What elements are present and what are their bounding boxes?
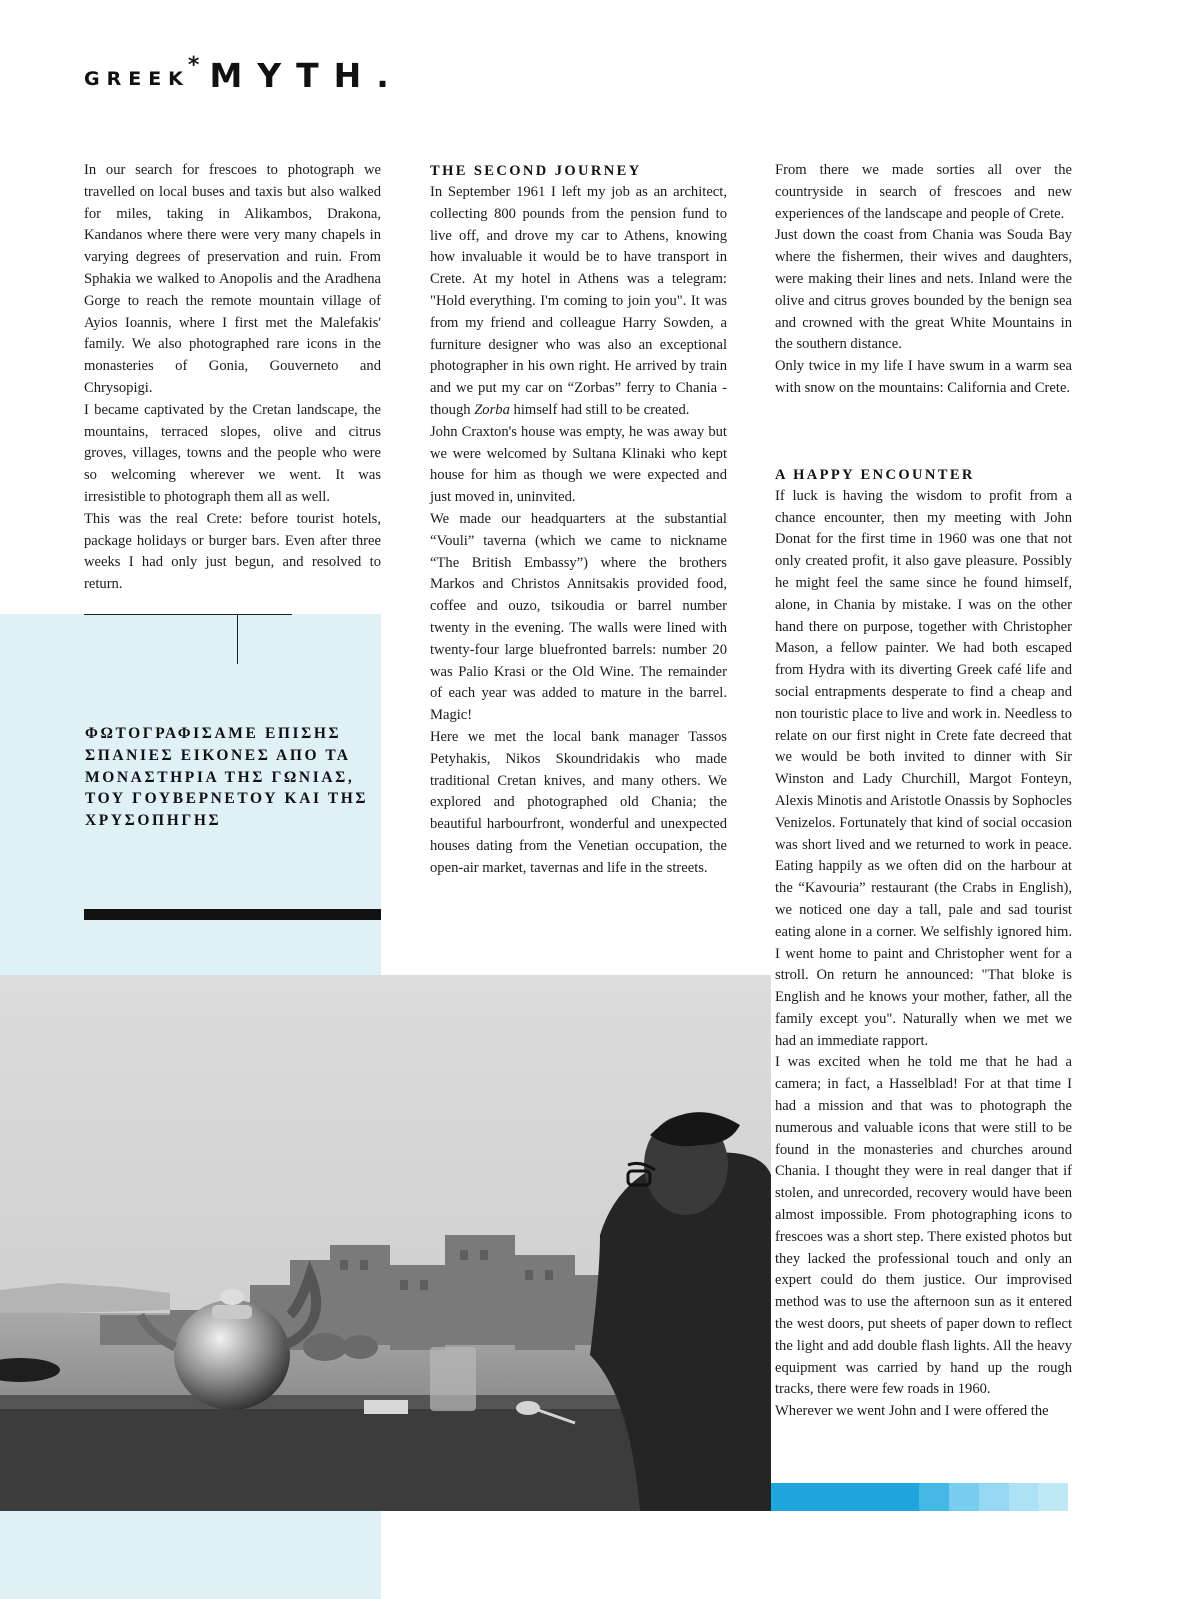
pull-quote-bar bbox=[84, 909, 381, 920]
article-column-3 bbox=[775, 160, 1072, 1423]
paragraph: Only twice in my life I have swum in a warm sea with snow on the mountains: California and Crete. bbox=[775, 358, 1072, 396]
paragraph: This was the real Crete: before tourist hotels, package holidays or burger bars. Even after three weeks I had only just begun, and resolved to return. bbox=[84, 510, 381, 593]
paragraph: I became captivated by the Cretan landscape, the mountains, terraced slopes, olive and citrus groves, villages, towns and the people who were so welcoming wherever we went. It was irresistible to photograph them all as well. bbox=[84, 401, 381, 505]
gradient-segment bbox=[979, 1483, 1009, 1511]
bottom-blue-panel bbox=[0, 1510, 381, 1599]
pull-quote: ΦΩΤΟΓΡΑΦΙΣΑΜΕ ΕΠΙΣΗΣ ΣΠΑΝΙΕΣ ΕΙΚΟΝΕΣ ΑΠΟ ΤΑ ΜΟΝΑΣΤΗΡΙΑ ΤΗΣ ΓΩΝΙΑΣ, ΤΟΥ ΓΟΥΒΕΡΝΕΤΟΥ ΚΑΙ ΤΗΣ ΧΡΥΣΟΠΗΓΗΣ bbox=[85, 725, 369, 830]
paragraph-text: In September 1961 I left my job as an architect, collecting 800 pounds from the pension fund to live off, and drove my car to Athens, knowing how invaluable it would be to have transport in Crete. At my hotel in Athens was a telegram: "Hold everything. I'm coming to join you". It was from my friend and colleague Harry Sowden, a furniture designer who was also an exceptional photographer in his own right. He arrived by train and we put my car on “Zorbas” ferry to Chania - though bbox=[430, 184, 727, 418]
pull-quote-rule bbox=[84, 614, 292, 615]
section-heading: A HAPPY ENCOUNTER bbox=[775, 466, 975, 483]
masthead-star-icon: * bbox=[187, 53, 200, 78]
gradient-segment bbox=[919, 1483, 949, 1511]
decorative-gradient-bar bbox=[771, 1483, 1068, 1511]
paragraph-text: himself had still to be created. bbox=[509, 401, 690, 418]
paragraph: Here we met the local bank manager Tassos Petyhakis, Nikos Skoundridakis who made traditional Cretan knives, and many others. We explored and photographed old Chania; the beautiful harbourfront, wonderful and unexpected houses dating from the Venetian occupation, the open-air market, tavernas and life in the streets. bbox=[430, 728, 727, 876]
masthead-greek: GREEK bbox=[84, 68, 190, 90]
italic-title: Zorba bbox=[474, 401, 510, 418]
gradient-segment bbox=[1009, 1483, 1038, 1511]
masthead-myth: MYTH. bbox=[209, 56, 404, 95]
paragraph bbox=[430, 182, 727, 422]
harbour-photo-illustration bbox=[0, 975, 771, 1511]
article-column-2 bbox=[430, 160, 727, 880]
magazine-masthead bbox=[84, 52, 404, 95]
paragraph: I was excited when he told me that he had a camera; in fact, a Hasselblad! For at that time I had a mission and that was to photograph the numerous and valuable icons that were still to be found in the monasteries and churches around Chania. I thought they were in real danger that if stolen, and unrecorded, recovery would have been almost impossible. From photographing icons to frescoes was a short step. There existed photos but they lacked the professional touch and only an expert could do them justice. Our improvised method was to use the afternoon sun as it entered the west doors, put sheets of paper down to reflect the light and add double flash lights. All the heavy equipment was carried by hand up the rough tracks, there were few roads in 1960. bbox=[775, 1054, 1072, 1398]
paragraph: Just down the coast from Chania was Souda Bay where the fishermen, their wives and daughters, were making their lines and nets. Inland were the olive and citrus groves bounded by the benign sea and crowned with the great White Mountains in the southern distance. bbox=[775, 227, 1072, 353]
paragraph: If luck is having the wisdom to profit from a chance encounter, then my meeting with John Donat for the first time in 1960 was one that not only created profit, it also gave pleasure. Possibly he might feel the same since he found himself, alone, in Chania by mistake. I was on the other hand there on purpose, together with Christopher Mason, a fellow painter. We had both escaped from Hydra with its diverting Greek café life and social entrapments desperate to find a cheap and non touristic place to live and work in. Needless to relate on our first night in Crete fate decreed that we would be both invited to dinner with Sir Winston and Lady Churchill, Margot Fonteyn, Alexis Minotis and Aristotle Onassis by Sophocles Venizelos. Fortunately that kind of social occasion was short lived and we returned to work in peace. Eating happily as we often did on the harbour at the “Kavouria” restaurant (the Crabs in English), we noticed one day a tall, pale and sad tourist eating alone in a corner. We selfishly ignored him. I went home to paint and Christopher went for a stroll. On return he announced: "That bloke is English and he knows your mother, father, all the family except you". Naturally when we met we had an immediate rapport. bbox=[775, 487, 1072, 1049]
gradient-segment bbox=[1038, 1483, 1068, 1511]
paragraph: John Craxton's house was empty, he was away but we were welcomed by Sultana Klinaki who kept house for him as though we were expected and just moved in, uninvited. bbox=[430, 423, 727, 506]
harbour-photo bbox=[0, 975, 771, 1511]
paragraph: From there we made sorties all over the countryside in search of frescoes and new experiences of the landscape and people of Crete. bbox=[775, 162, 1072, 222]
article-column-1 bbox=[84, 160, 381, 596]
paragraph: We made our headquarters at the substantial “Vouli” taverna (which we came to nickname “The British Embassy”) where the brothers Markos and Christos Annitsakis provided food, coffee and ouzo, tsikoudia or barrel number twenty in the evening. The walls were lined with twenty-four large bluefronted barrels: number 20 was Palio Krasi or the Old Wine. The remainder of each year was added to mature in the barrel. Magic! bbox=[430, 510, 727, 724]
paragraph: In our search for frescoes to photograph we travelled on local buses and taxis but also walked for miles, taking in Alikambos, Drakona, Kandanos where there were very many chapels in varying degrees of preservation and ruin. From Sphakia we walked to Anopolis and the Aradhena Gorge to reach the remote mountain village of Ayios Ioannis, where I first met the Malefakis' family. We also photographed rare icons in the monasteries of Gonia, Gouverneto and Chrysopigi. bbox=[84, 162, 381, 396]
gradient-segment bbox=[949, 1483, 979, 1511]
article-section-encounter bbox=[775, 466, 1072, 1423]
section-heading: THE SECOND JOURNEY bbox=[430, 163, 642, 179]
paragraph: Wherever we went John and I were offered the bbox=[775, 1403, 1049, 1420]
pull-quote-vertical-rule bbox=[237, 614, 238, 664]
gradient-segment bbox=[771, 1483, 919, 1511]
